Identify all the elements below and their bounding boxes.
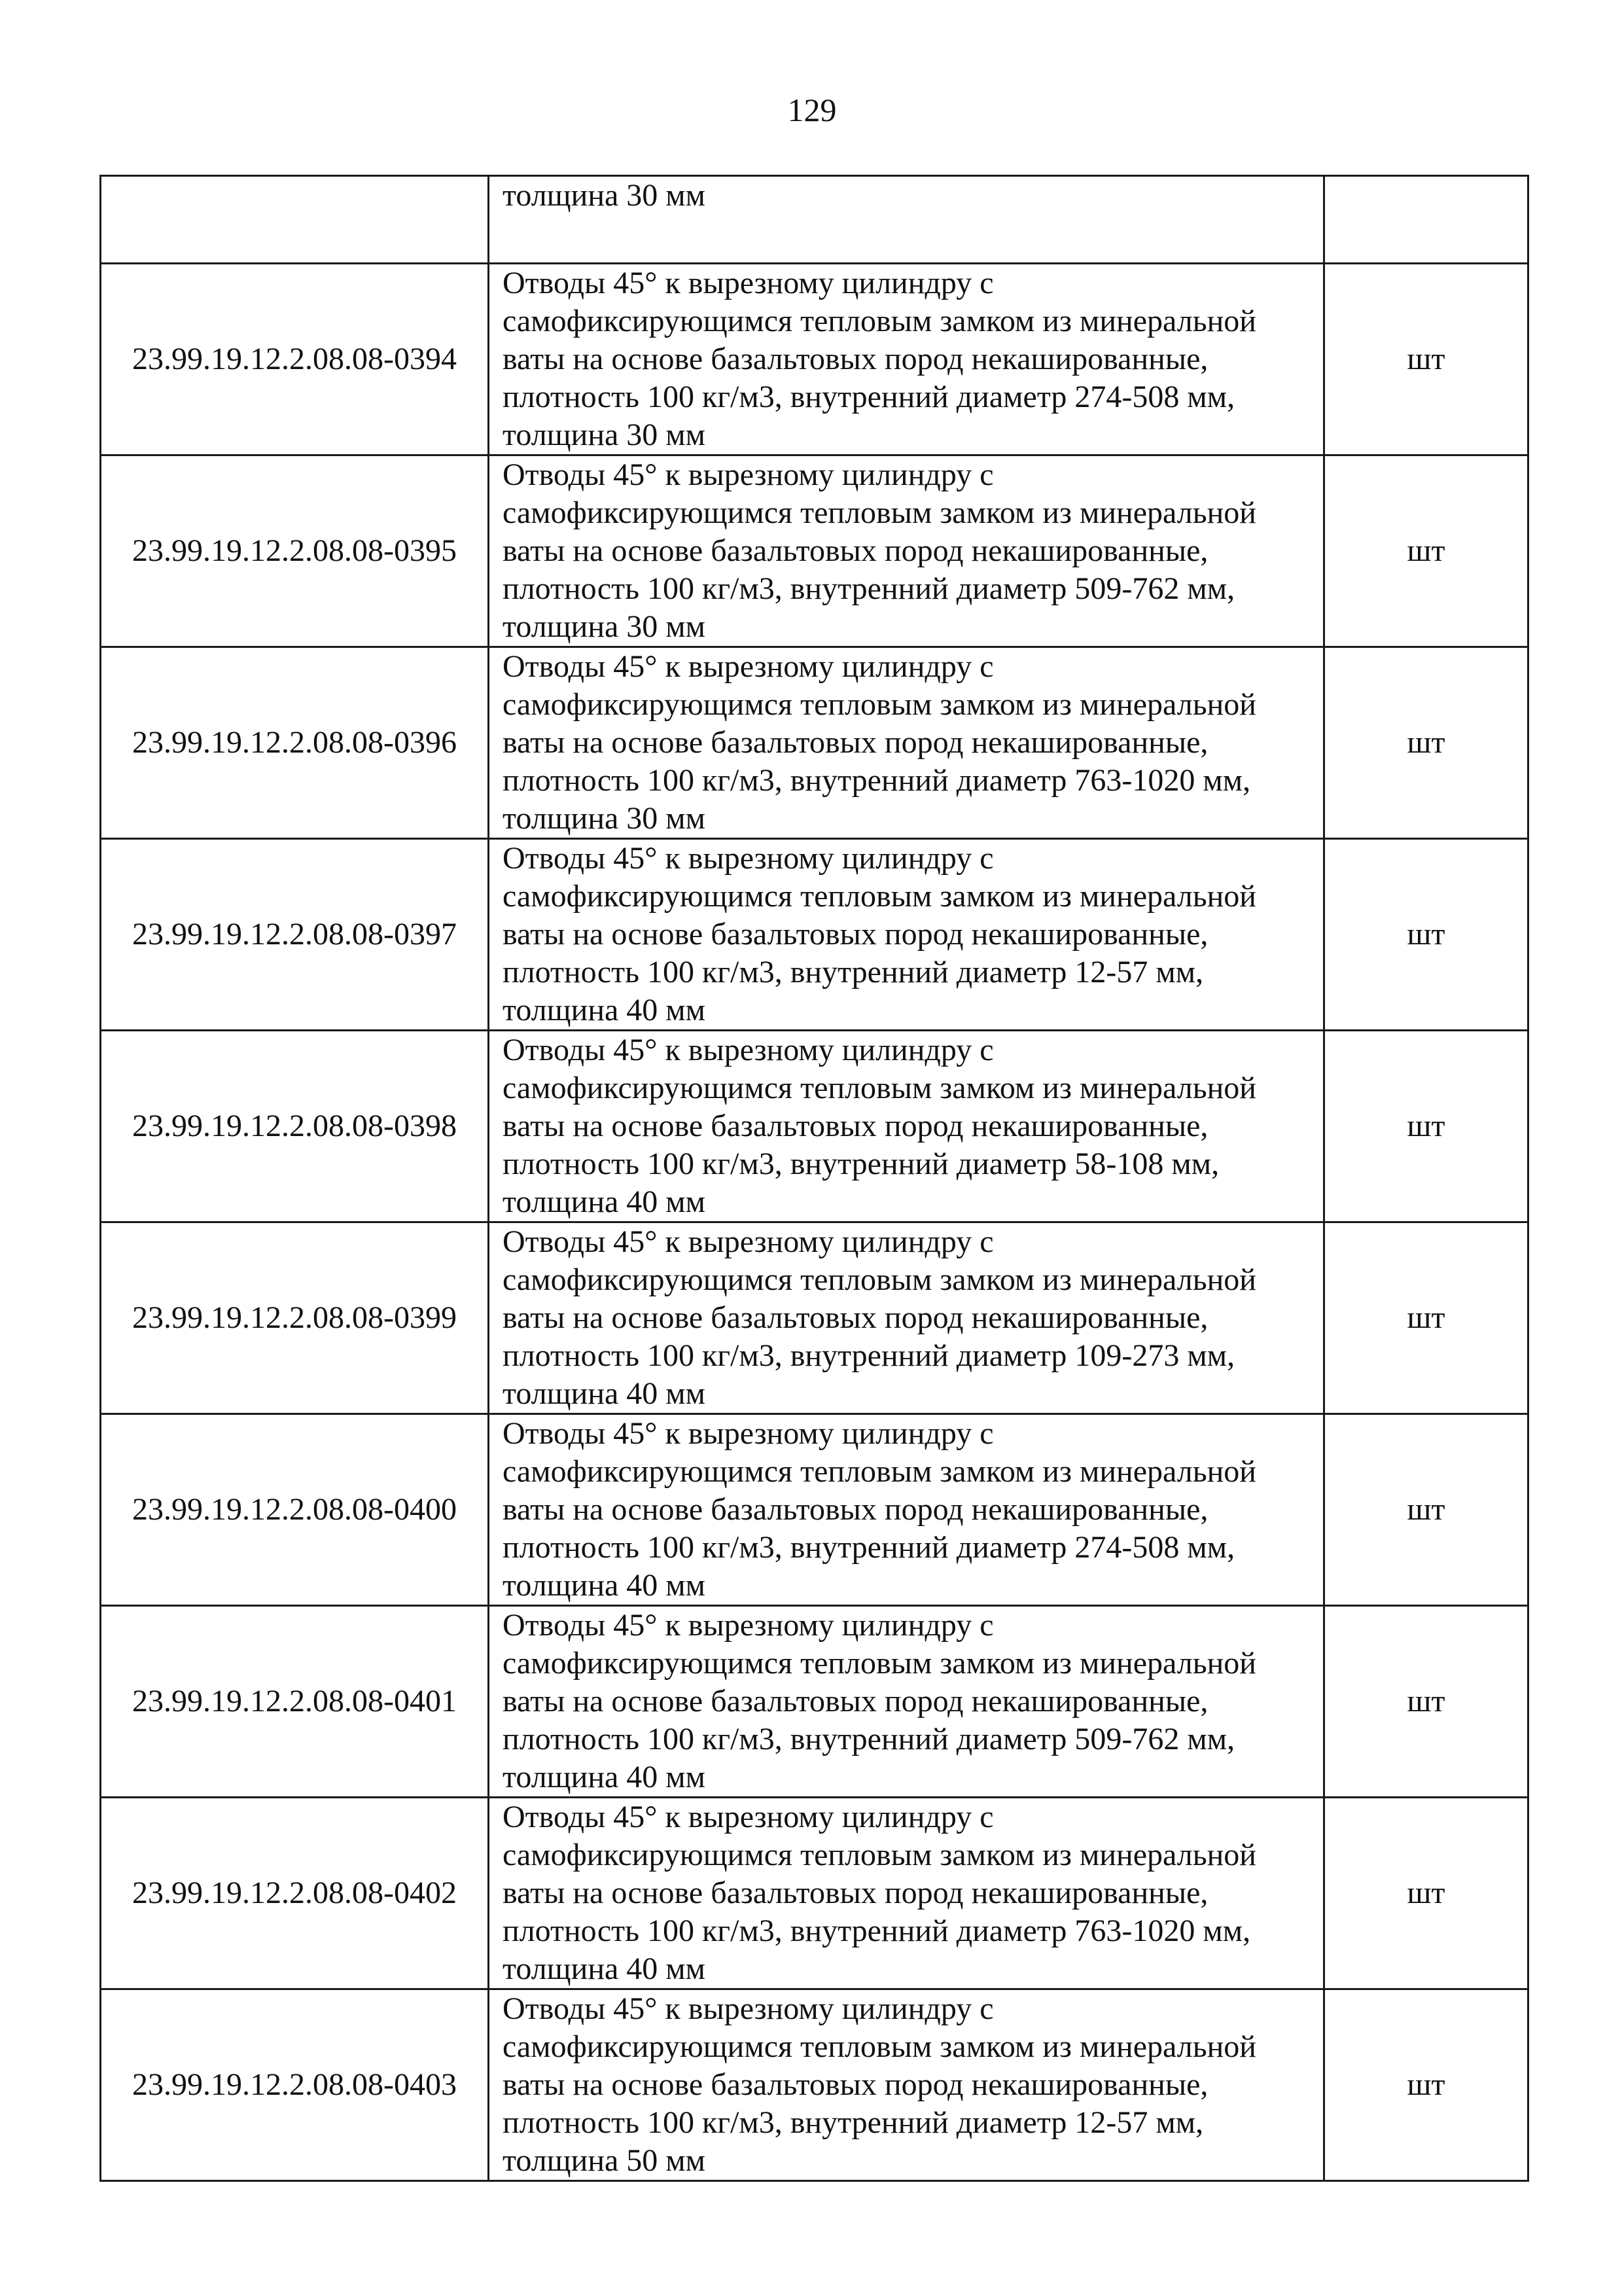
description-line: самофиксирующимся тепловым замком из минеральной [503,1262,1256,1297]
description-line: ваты на основе базальтовых пород некашированные, [503,342,1209,376]
resource-description-cell [489,839,1324,1031]
description-line: ваты на основе базальтовых пород некашированные, [503,533,1209,568]
description-line: ваты на основе базальтовых пород некашированные, [503,1109,1209,1143]
description-line: толщина 30 мм [503,801,706,836]
description-line: толщина 30 мм [503,418,706,452]
description-line: плотность 100 кг/м3, внутренний диаметр 12-57 мм, [503,955,1204,989]
resource-description-cell [489,455,1324,647]
unit-cell: шт [1324,839,1528,1031]
table-row [101,455,1528,647]
resource-description-cell [489,176,1324,264]
table-row [101,1414,1528,1606]
description-line: Отводы 45° к вырезному цилиндру с [503,457,994,492]
description-line: Отводы 45° к вырезному цилиндру с [503,1224,994,1259]
resource-description-cell [489,264,1324,455]
page-number: 129 [787,92,837,128]
table-row [101,264,1528,455]
description-line: самофиксирующимся тепловым замком из минеральной [503,1454,1256,1489]
description-line: Отводы 45° к вырезному цилиндру с [503,1416,994,1451]
resource-description-cell [489,1606,1324,1798]
description-line: самофиксирующимся тепловым замком из минеральной [503,687,1256,722]
resource-code-cell: 23.99.19.12.2.08.08-0395 [101,455,489,647]
description-line: Отводы 45° к вырезному цилиндру с [503,841,994,876]
resource-code-cell: 23.99.19.12.2.08.08-0397 [101,839,489,1031]
description-line: самофиксирующимся тепловым замком из минеральной [503,879,1256,914]
description-line: толщина 40 мм [503,1951,706,1986]
description-line: Отводы 45° к вырезному цилиндру с [503,1608,994,1643]
description-line: самофиксирующимся тепловым замком из минеральной [503,1071,1256,1105]
table-row [101,1031,1528,1222]
resource-description-cell [489,1414,1324,1606]
resource-description-cell [489,1222,1324,1414]
description-line: самофиксирующимся тепловым замком из минеральной [503,304,1256,338]
unit-cell: шт [1324,1031,1528,1222]
description-line: ваты на основе базальтовых пород некашированные, [503,1492,1209,1527]
description-line: толщина 40 мм [503,1568,706,1603]
description-line: ваты на основе базальтовых пород некашированные, [503,1300,1209,1335]
resource-code-cell: 23.99.19.12.2.08.08-0399 [101,1222,489,1414]
resource-code-cell: 23.99.19.12.2.08.08-0394 [101,264,489,455]
table-row [101,839,1528,1031]
unit-cell [1324,176,1528,264]
description-line: ваты на основе базальтовых пород некашированные, [503,725,1209,760]
table-row [101,1989,1528,2181]
unit-cell: шт [1324,1222,1528,1414]
unit-cell: шт [1324,1798,1528,1989]
description-line: ваты на основе базальтовых пород некашированные, [503,917,1209,952]
resource-code-cell: 23.99.19.12.2.08.08-0403 [101,1989,489,2181]
description-line: Отводы 45° к вырезному цилиндру с [503,649,994,684]
description-line: самофиксирующимся тепловым замком из минеральной [503,1646,1256,1681]
description-line: ваты на основе базальтовых пород некашированные, [503,1684,1209,1718]
description-line: плотность 100 кг/м3, внутренний диаметр 763-1020 мм, [503,763,1251,798]
description-line: плотность 100 кг/м3, внутренний диаметр 12-57 мм, [503,2105,1204,2140]
description-line: толщина 50 мм [503,2143,706,2178]
description-line: плотность 100 кг/м3, внутренний диаметр 509-762 мм, [503,1722,1235,1756]
resource-code-cell: 23.99.19.12.2.08.08-0396 [101,647,489,839]
unit-cell: шт [1324,264,1528,455]
table-row [101,1798,1528,1989]
description-line: плотность 100 кг/м3, внутренний диаметр 274-508 мм, [503,1530,1235,1565]
resource-description-cell [489,1989,1324,2181]
resource-description-cell [489,1798,1324,1989]
description-line: самофиксирующимся тепловым замком из минеральной [503,2029,1256,2064]
resource-code-cell: 23.99.19.12.2.08.08-0398 [101,1031,489,1222]
description-line: толщина 40 мм [503,993,706,1027]
unit-cell: шт [1324,1606,1528,1798]
description-line: Отводы 45° к вырезному цилиндру с [503,1033,994,1067]
description-line: ваты на основе базальтовых пород некашированные, [503,1876,1209,1910]
resource-code-cell: 23.99.19.12.2.08.08-0400 [101,1414,489,1606]
resource-description-cell [489,647,1324,839]
description-line: плотность 100 кг/м3, внутренний диаметр 274-508 мм, [503,380,1235,414]
description-line: плотность 100 кг/м3, внутренний диаметр 58-108 мм, [503,1147,1220,1181]
table-row [101,1606,1528,1798]
table-row-continuation [101,176,1528,264]
resource-code-cell: 23.99.19.12.2.08.08-0402 [101,1798,489,1989]
description-line: самофиксирующимся тепловым замком из минеральной [503,1838,1256,1872]
resource-description-cell [489,1031,1324,1222]
resource-table [99,175,1529,2182]
unit-cell: шт [1324,1989,1528,2181]
unit-cell: шт [1324,1414,1528,1606]
table-row [101,1222,1528,1414]
resource-code-cell [101,176,489,264]
unit-cell: шт [1324,455,1528,647]
description-line: плотность 100 кг/м3, внутренний диаметр 509-762 мм, [503,571,1235,606]
unit-cell: шт [1324,647,1528,839]
description-line: толщина 30 мм [503,609,706,644]
resource-code-cell: 23.99.19.12.2.08.08-0401 [101,1606,489,1798]
description-line: толщина 40 мм [503,1760,706,1794]
description-line: Отводы 45° к вырезному цилиндру с [503,1991,994,2026]
description-line: Отводы 45° к вырезному цилиндру с [503,1800,994,1834]
table-row [101,647,1528,839]
description-line: самофиксирующимся тепловым замком из минеральной [503,495,1256,530]
resource-table-body [101,176,1528,2181]
description-line: плотность 100 кг/м3, внутренний диаметр 763-1020 мм, [503,1913,1251,1948]
description-line: Отводы 45° к вырезному цилиндру с [503,266,994,300]
description-line: толщина 40 мм [503,1376,706,1411]
description-line: плотность 100 кг/м3, внутренний диаметр 109-273 мм, [503,1338,1235,1373]
description-line: толщина 30 мм [503,178,706,213]
description-line: толщина 40 мм [503,1184,706,1219]
description-line: ваты на основе базальтовых пород некашированные, [503,2067,1209,2102]
